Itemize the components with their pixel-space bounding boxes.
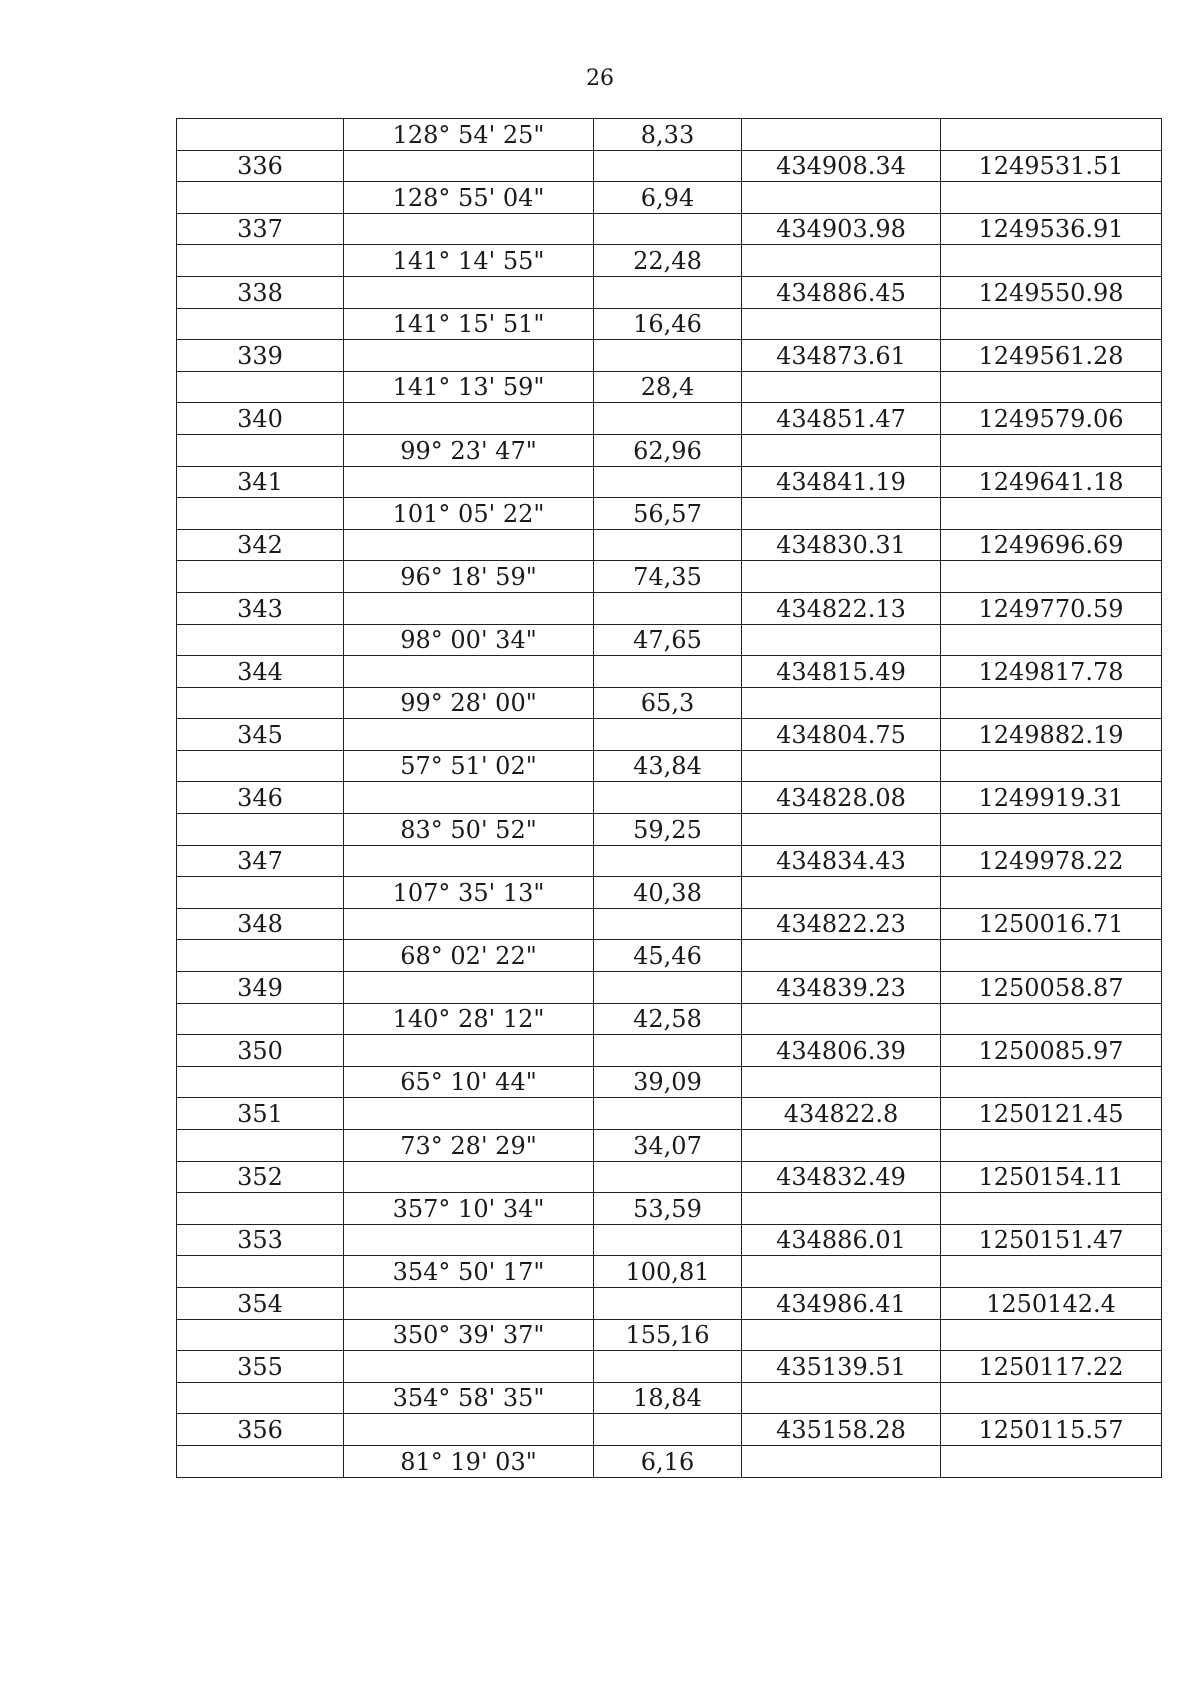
segment-row <box>177 182 1162 214</box>
point-number-cell <box>177 940 344 972</box>
direction-angle-cell: 99° 23' 47" <box>344 434 594 466</box>
segment-row <box>177 371 1162 403</box>
direction-angle-cell: 357° 10' 34" <box>344 1193 594 1225</box>
distance-cell <box>594 656 742 688</box>
x-coordinate-cell: 435139.51 <box>742 1351 941 1383</box>
distance-cell <box>594 1224 742 1256</box>
point-number-cell <box>177 1382 344 1414</box>
y-coordinate-cell: 1249882.19 <box>941 719 1162 751</box>
point-number-cell <box>177 498 344 530</box>
distance-cell <box>594 1351 742 1383</box>
point-number-cell: 350 <box>177 1035 344 1067</box>
point-row <box>177 529 1162 561</box>
point-number-cell <box>177 1319 344 1351</box>
y-coordinate-cell: 1250151.47 <box>941 1224 1162 1256</box>
point-number-cell <box>177 1003 344 1035</box>
point-row <box>177 213 1162 245</box>
coordinates-table <box>176 118 1162 1478</box>
direction-angle-cell: 141° 13' 59" <box>344 371 594 403</box>
distance-cell: 34,07 <box>594 1130 742 1162</box>
point-number-cell <box>177 1256 344 1288</box>
x-coordinate-cell <box>742 245 941 277</box>
point-number-cell <box>177 119 344 151</box>
x-coordinate-cell: 434828.08 <box>742 782 941 814</box>
point-row <box>177 276 1162 308</box>
distance-cell <box>594 845 742 877</box>
segment-row <box>177 1319 1162 1351</box>
y-coordinate-cell: 1249978.22 <box>941 845 1162 877</box>
x-coordinate-cell: 435158.28 <box>742 1414 941 1446</box>
y-coordinate-cell <box>941 182 1162 214</box>
segment-row <box>177 624 1162 656</box>
x-coordinate-cell <box>742 561 941 593</box>
distance-cell <box>594 1287 742 1319</box>
point-number-cell <box>177 371 344 403</box>
distance-cell <box>594 340 742 372</box>
distance-cell: 6,94 <box>594 182 742 214</box>
x-coordinate-cell: 434886.45 <box>742 276 941 308</box>
point-row <box>177 150 1162 182</box>
y-coordinate-cell: 1249579.06 <box>941 403 1162 435</box>
x-coordinate-cell <box>742 434 941 466</box>
direction-angle-cell <box>344 592 594 624</box>
direction-angle-cell: 98° 00' 34" <box>344 624 594 656</box>
x-coordinate-cell <box>742 1319 941 1351</box>
segment-row <box>177 561 1162 593</box>
distance-cell: 100,81 <box>594 1256 742 1288</box>
point-number-cell: 344 <box>177 656 344 688</box>
direction-angle-cell: 107° 35' 13" <box>344 877 594 909</box>
segment-row <box>177 877 1162 909</box>
distance-cell: 28,4 <box>594 371 742 403</box>
x-coordinate-cell <box>742 1066 941 1098</box>
segment-row <box>177 308 1162 340</box>
direction-angle-cell <box>344 403 594 435</box>
segment-row <box>177 1445 1162 1477</box>
x-coordinate-cell: 434806.39 <box>742 1035 941 1067</box>
y-coordinate-cell <box>941 308 1162 340</box>
y-coordinate-cell <box>941 1193 1162 1225</box>
point-row <box>177 908 1162 940</box>
y-coordinate-cell: 1249531.51 <box>941 150 1162 182</box>
y-coordinate-cell: 1250117.22 <box>941 1351 1162 1383</box>
distance-cell: 8,33 <box>594 119 742 151</box>
point-number-cell: 346 <box>177 782 344 814</box>
y-coordinate-cell: 1250121.45 <box>941 1098 1162 1130</box>
y-coordinate-cell: 1250142.4 <box>941 1287 1162 1319</box>
point-number-cell: 348 <box>177 908 344 940</box>
segment-row <box>177 434 1162 466</box>
segment-row <box>177 1003 1162 1035</box>
point-number-cell <box>177 750 344 782</box>
distance-cell <box>594 1035 742 1067</box>
x-coordinate-cell: 434830.31 <box>742 529 941 561</box>
point-number-cell: 352 <box>177 1161 344 1193</box>
distance-cell: 47,65 <box>594 624 742 656</box>
x-coordinate-cell <box>742 940 941 972</box>
x-coordinate-cell <box>742 371 941 403</box>
point-row <box>177 592 1162 624</box>
x-coordinate-cell: 434815.49 <box>742 656 941 688</box>
x-coordinate-cell <box>742 687 941 719</box>
point-number-cell: 355 <box>177 1351 344 1383</box>
point-row <box>177 719 1162 751</box>
direction-angle-cell: 83° 50' 52" <box>344 814 594 846</box>
y-coordinate-cell: 1249550.98 <box>941 276 1162 308</box>
direction-angle-cell: 128° 55' 04" <box>344 182 594 214</box>
distance-cell: 59,25 <box>594 814 742 846</box>
y-coordinate-cell: 1250115.57 <box>941 1414 1162 1446</box>
direction-angle-cell: 96° 18' 59" <box>344 561 594 593</box>
direction-angle-cell <box>344 782 594 814</box>
distance-cell <box>594 276 742 308</box>
direction-angle-cell: 350° 39' 37" <box>344 1319 594 1351</box>
distance-cell: 155,16 <box>594 1319 742 1351</box>
x-coordinate-cell <box>742 308 941 340</box>
x-coordinate-cell: 434822.8 <box>742 1098 941 1130</box>
direction-angle-cell <box>344 1287 594 1319</box>
point-number-cell: 341 <box>177 466 344 498</box>
point-number-cell: 340 <box>177 403 344 435</box>
y-coordinate-cell: 1250016.71 <box>941 908 1162 940</box>
point-row <box>177 1035 1162 1067</box>
direction-angle-cell <box>344 1414 594 1446</box>
direction-angle-cell: 354° 50' 17" <box>344 1256 594 1288</box>
point-number-cell <box>177 245 344 277</box>
x-coordinate-cell: 434822.23 <box>742 908 941 940</box>
distance-cell <box>594 213 742 245</box>
x-coordinate-cell <box>742 1382 941 1414</box>
direction-angle-cell: 81° 19' 03" <box>344 1445 594 1477</box>
y-coordinate-cell <box>941 750 1162 782</box>
y-coordinate-cell <box>941 624 1162 656</box>
y-coordinate-cell <box>941 1445 1162 1477</box>
point-number-cell: 337 <box>177 213 344 245</box>
direction-angle-cell <box>344 466 594 498</box>
x-coordinate-cell <box>742 498 941 530</box>
distance-cell: 6,16 <box>594 1445 742 1477</box>
direction-angle-cell: 141° 14' 55" <box>344 245 594 277</box>
direction-angle-cell <box>344 150 594 182</box>
segment-row <box>177 245 1162 277</box>
point-number-cell <box>177 1066 344 1098</box>
y-coordinate-cell <box>941 814 1162 846</box>
direction-angle-cell <box>344 656 594 688</box>
point-number-cell: 356 <box>177 1414 344 1446</box>
point-row <box>177 340 1162 372</box>
x-coordinate-cell <box>742 1193 941 1225</box>
direction-angle-cell: 73° 28' 29" <box>344 1130 594 1162</box>
distance-cell: 74,35 <box>594 561 742 593</box>
x-coordinate-cell <box>742 182 941 214</box>
y-coordinate-cell: 1250154.11 <box>941 1161 1162 1193</box>
segment-row <box>177 750 1162 782</box>
distance-cell: 18,84 <box>594 1382 742 1414</box>
point-row <box>177 466 1162 498</box>
distance-cell <box>594 529 742 561</box>
y-coordinate-cell <box>941 1256 1162 1288</box>
point-row <box>177 1224 1162 1256</box>
y-coordinate-cell: 1250058.87 <box>941 972 1162 1004</box>
point-number-cell <box>177 814 344 846</box>
x-coordinate-cell: 434839.23 <box>742 972 941 1004</box>
distance-cell: 39,09 <box>594 1066 742 1098</box>
point-number-cell: 351 <box>177 1098 344 1130</box>
x-coordinate-cell <box>742 1003 941 1035</box>
direction-angle-cell <box>344 1161 594 1193</box>
direction-angle-cell: 128° 54' 25" <box>344 119 594 151</box>
direction-angle-cell: 141° 15' 51" <box>344 308 594 340</box>
direction-angle-cell: 99° 28' 00" <box>344 687 594 719</box>
x-coordinate-cell <box>742 877 941 909</box>
distance-cell <box>594 908 742 940</box>
y-coordinate-cell <box>941 877 1162 909</box>
x-coordinate-cell: 434886.01 <box>742 1224 941 1256</box>
point-number-cell <box>177 308 344 340</box>
x-coordinate-cell <box>742 1445 941 1477</box>
point-row <box>177 656 1162 688</box>
y-coordinate-cell <box>941 1319 1162 1351</box>
direction-angle-cell <box>344 1035 594 1067</box>
distance-cell <box>594 972 742 1004</box>
y-coordinate-cell <box>941 498 1162 530</box>
point-number-cell <box>177 561 344 593</box>
x-coordinate-cell <box>742 814 941 846</box>
point-row <box>177 972 1162 1004</box>
y-coordinate-cell <box>941 561 1162 593</box>
distance-cell <box>594 150 742 182</box>
direction-angle-cell: 354° 58' 35" <box>344 1382 594 1414</box>
y-coordinate-cell: 1249696.69 <box>941 529 1162 561</box>
point-row <box>177 782 1162 814</box>
point-number-cell <box>177 877 344 909</box>
x-coordinate-cell <box>742 624 941 656</box>
x-coordinate-cell: 434903.98 <box>742 213 941 245</box>
distance-cell: 43,84 <box>594 750 742 782</box>
direction-angle-cell <box>344 1224 594 1256</box>
segment-row <box>177 119 1162 151</box>
point-number-cell: 338 <box>177 276 344 308</box>
distance-cell <box>594 719 742 751</box>
x-coordinate-cell <box>742 119 941 151</box>
point-number-cell: 343 <box>177 592 344 624</box>
distance-cell <box>594 1161 742 1193</box>
y-coordinate-cell <box>941 1066 1162 1098</box>
direction-angle-cell: 140° 28' 12" <box>344 1003 594 1035</box>
x-coordinate-cell: 434873.61 <box>742 340 941 372</box>
x-coordinate-cell: 434851.47 <box>742 403 941 435</box>
x-coordinate-cell: 434986.41 <box>742 1287 941 1319</box>
distance-cell: 42,58 <box>594 1003 742 1035</box>
point-number-cell <box>177 1445 344 1477</box>
point-number-cell: 342 <box>177 529 344 561</box>
x-coordinate-cell <box>742 750 941 782</box>
y-coordinate-cell <box>941 245 1162 277</box>
distance-cell <box>594 1414 742 1446</box>
y-coordinate-cell <box>941 1130 1162 1162</box>
direction-angle-cell: 68° 02' 22" <box>344 940 594 972</box>
y-coordinate-cell: 1249770.59 <box>941 592 1162 624</box>
direction-angle-cell: 65° 10' 44" <box>344 1066 594 1098</box>
x-coordinate-cell: 434834.43 <box>742 845 941 877</box>
y-coordinate-cell: 1249641.18 <box>941 466 1162 498</box>
point-row <box>177 1161 1162 1193</box>
segment-row <box>177 1066 1162 1098</box>
segment-row <box>177 687 1162 719</box>
point-row <box>177 1287 1162 1319</box>
x-coordinate-cell <box>742 1130 941 1162</box>
direction-angle-cell <box>344 340 594 372</box>
segment-row <box>177 1256 1162 1288</box>
distance-cell: 62,96 <box>594 434 742 466</box>
y-coordinate-cell: 1249536.91 <box>941 213 1162 245</box>
point-row <box>177 1351 1162 1383</box>
y-coordinate-cell <box>941 119 1162 151</box>
distance-cell: 40,38 <box>594 877 742 909</box>
distance-cell: 56,57 <box>594 498 742 530</box>
coordinates-table-body <box>177 119 1162 1478</box>
point-number-cell <box>177 687 344 719</box>
x-coordinate-cell: 434841.19 <box>742 466 941 498</box>
point-number-cell <box>177 182 344 214</box>
y-coordinate-cell <box>941 940 1162 972</box>
y-coordinate-cell <box>941 371 1162 403</box>
distance-cell <box>594 592 742 624</box>
distance-cell: 16,46 <box>594 308 742 340</box>
point-number-cell <box>177 1193 344 1225</box>
direction-angle-cell <box>344 719 594 751</box>
x-coordinate-cell: 434832.49 <box>742 1161 941 1193</box>
direction-angle-cell <box>344 213 594 245</box>
x-coordinate-cell: 434822.13 <box>742 592 941 624</box>
x-coordinate-cell: 434804.75 <box>742 719 941 751</box>
direction-angle-cell <box>344 1351 594 1383</box>
direction-angle-cell <box>344 1098 594 1130</box>
y-coordinate-cell: 1249919.31 <box>941 782 1162 814</box>
y-coordinate-cell <box>941 1382 1162 1414</box>
y-coordinate-cell <box>941 1003 1162 1035</box>
direction-angle-cell <box>344 972 594 1004</box>
segment-row <box>177 498 1162 530</box>
y-coordinate-cell: 1250085.97 <box>941 1035 1162 1067</box>
point-number-cell: 347 <box>177 845 344 877</box>
segment-row <box>177 1382 1162 1414</box>
page-number: 26 <box>586 66 614 91</box>
x-coordinate-cell <box>742 1256 941 1288</box>
point-number-cell: 353 <box>177 1224 344 1256</box>
point-number-cell <box>177 624 344 656</box>
point-number-cell: 345 <box>177 719 344 751</box>
y-coordinate-cell: 1249561.28 <box>941 340 1162 372</box>
y-coordinate-cell: 1249817.78 <box>941 656 1162 688</box>
point-row <box>177 1414 1162 1446</box>
direction-angle-cell <box>344 529 594 561</box>
segment-row <box>177 1130 1162 1162</box>
segment-row <box>177 940 1162 972</box>
direction-angle-cell: 101° 05' 22" <box>344 498 594 530</box>
distance-cell <box>594 403 742 435</box>
y-coordinate-cell <box>941 687 1162 719</box>
point-number-cell: 339 <box>177 340 344 372</box>
distance-cell: 45,46 <box>594 940 742 972</box>
distance-cell <box>594 466 742 498</box>
point-row <box>177 403 1162 435</box>
distance-cell: 22,48 <box>594 245 742 277</box>
segment-row <box>177 1193 1162 1225</box>
y-coordinate-cell <box>941 434 1162 466</box>
distance-cell <box>594 782 742 814</box>
segment-row <box>177 814 1162 846</box>
point-number-cell: 336 <box>177 150 344 182</box>
distance-cell: 65,3 <box>594 687 742 719</box>
point-number-cell <box>177 434 344 466</box>
direction-angle-cell <box>344 845 594 877</box>
distance-cell <box>594 1098 742 1130</box>
point-number-cell: 349 <box>177 972 344 1004</box>
point-number-cell <box>177 1130 344 1162</box>
direction-angle-cell: 57° 51' 02" <box>344 750 594 782</box>
x-coordinate-cell: 434908.34 <box>742 150 941 182</box>
distance-cell: 53,59 <box>594 1193 742 1225</box>
point-row <box>177 845 1162 877</box>
direction-angle-cell <box>344 908 594 940</box>
point-number-cell: 354 <box>177 1287 344 1319</box>
direction-angle-cell <box>344 276 594 308</box>
point-row <box>177 1098 1162 1130</box>
